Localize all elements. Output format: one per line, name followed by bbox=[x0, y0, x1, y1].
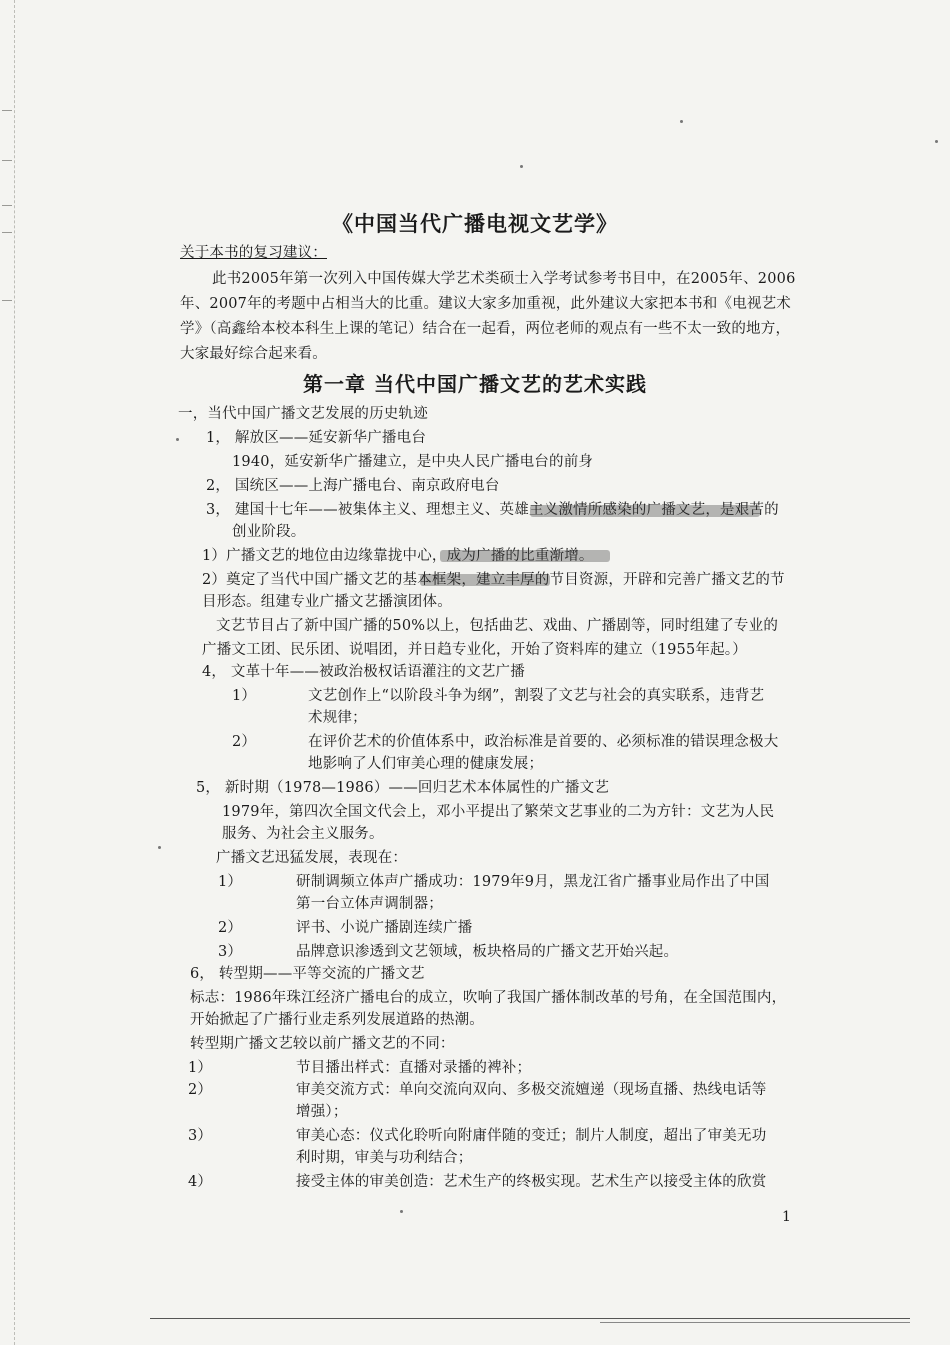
scan-speck bbox=[158, 846, 161, 849]
body-line: 2）奠定了当代中国广播文艺的基本框架，建立丰厚的节目资源，开辟和完善广播文艺的节 bbox=[202, 572, 785, 588]
scan-mark bbox=[2, 300, 12, 301]
list-item: 2， 国统区——上海广播电台、南京政府电台 bbox=[206, 478, 500, 494]
list-item: 4， 文革十年——被政治极权话语灌注的文艺广播 bbox=[202, 664, 525, 680]
body-line: 文艺创作上“以阶段斗争为纲”，割裂了文艺与社会的真实联系，违背艺 bbox=[308, 688, 765, 704]
list-item: 5， 新时期（1978—1986）——回归艺术本体属性的广播文艺 bbox=[196, 780, 610, 796]
body-line: 开始掀起了广播行业走系列发展道路的热潮。 bbox=[190, 1012, 484, 1028]
scan-smudge bbox=[420, 574, 550, 586]
scan-smudge bbox=[440, 550, 610, 562]
body-line: 1）广播文艺的地位由边缘靠拢中心，成为广播的比重渐增。 bbox=[202, 548, 594, 564]
scan-speck bbox=[935, 140, 938, 143]
sub-item-number: 2） bbox=[218, 920, 243, 936]
intro-line: 年、2007年的考题中占相当大的比重。建议大家多加重视，此外建议大家把本书和《电视艺术 bbox=[180, 296, 791, 312]
list-item: 6， 转型期——平等交流的广播文艺 bbox=[190, 966, 425, 982]
body-line: 第一台立体声调制器； bbox=[296, 896, 443, 912]
sub-item-number: 2） bbox=[232, 734, 257, 750]
document-title: 《中国当代广播电视文艺学》 bbox=[332, 211, 618, 236]
sub-item-number: 3） bbox=[188, 1128, 213, 1144]
scan-smudge bbox=[530, 505, 760, 517]
body-line: 利时期，审美与功利结合； bbox=[296, 1150, 473, 1166]
body-line: 接受主体的审美创造：艺术生产的终极实现。艺术生产以接受主体的欣赏 bbox=[296, 1174, 767, 1190]
bottom-rule bbox=[600, 1322, 910, 1323]
sub-item-number: 3） bbox=[218, 944, 243, 960]
list-item: 1， 解放区——延安新华广播电台 bbox=[206, 430, 427, 446]
sub-item-number: 4） bbox=[188, 1174, 213, 1190]
list-item: 3， 建国十七年——被集体主义、理想主义、英雄主义激情所感染的广播文艺，是艰苦的 bbox=[206, 502, 779, 518]
body-line: 节目播出样式：直播对录播的裨补； bbox=[296, 1060, 532, 1076]
page-number: 1 bbox=[782, 1209, 791, 1225]
body-line: 术规律； bbox=[308, 710, 367, 726]
intro-line: 大家最好综合起来看。 bbox=[180, 346, 327, 362]
scan-speck bbox=[520, 165, 523, 168]
body-line: 1940，延安新华广播建立，是中央人民广播电台的前身 bbox=[232, 454, 594, 470]
section-heading: 一，当代中国广播文艺发展的历史轨迹 bbox=[178, 406, 428, 422]
body-line: 在评价艺术的价值体系中，政治标准是首要的、必须标准的错误理念极大 bbox=[308, 734, 779, 750]
sub-item-number: 1） bbox=[218, 874, 243, 890]
body-line: 地影响了人们审美心理的健康发展； bbox=[308, 756, 544, 772]
body-line: 研制调频立体声广播成功：1979年9月，黑龙江省广播事业局作出了中国 bbox=[296, 874, 770, 890]
chapter-title: 第一章 当代中国广播文艺的艺术实践 bbox=[303, 372, 647, 396]
body-line: 服务、为社会主义服务。 bbox=[222, 826, 384, 842]
body-line: 品牌意识渗透到文艺领域，板块格局的广播文艺开始兴起。 bbox=[296, 944, 679, 960]
body-line: 1979年，第四次全国文代会上，邓小平提出了繁荣文艺事业的二为方针：文艺为人民 bbox=[222, 804, 775, 820]
body-line: 目形态。组建专业广播文艺播演团体。 bbox=[202, 594, 452, 610]
scan-speck bbox=[400, 1210, 403, 1213]
scan-mark bbox=[2, 160, 12, 161]
scan-mark bbox=[2, 110, 12, 111]
sub-item-number: 2） bbox=[188, 1082, 213, 1098]
sub-item-number: 1） bbox=[188, 1060, 213, 1076]
body-line: 创业阶段。 bbox=[232, 524, 306, 540]
intro-line: 学》（高鑫给本校本科生上课的笔记）结合在一起看，两位老师的观点有一些不太一致的地方， bbox=[180, 321, 791, 337]
intro-line: 此书2005年第一次列入中国传媒大学艺术类硕士入学考试参考书目中，在2005年、2006 bbox=[212, 271, 796, 287]
body-line: 广播文工团、民乐团、说唱团，并日趋专业化，开始了资料库的建立（1955年起。） bbox=[202, 642, 747, 658]
body-line: 增强）； bbox=[296, 1104, 348, 1120]
body-line: 广播文艺迅猛发展，表现在： bbox=[216, 850, 408, 866]
review-heading: 关于本书的复习建议： bbox=[180, 245, 327, 261]
body-line: 审美心态：仪式化聆听向附庸伴随的变迁；制片人制度，超出了审美无功 bbox=[296, 1128, 767, 1144]
body-line: 文艺节目占了新中国广播的50%以上，包括曲艺、戏曲、广播剧等，同时组建了专业的 bbox=[216, 618, 779, 634]
scan-speck bbox=[680, 120, 683, 123]
scan-speck bbox=[176, 438, 179, 441]
body-line: 评书、小说广播剧连续广播 bbox=[296, 920, 473, 936]
scan-mark bbox=[2, 205, 12, 206]
scan-binding-edge bbox=[0, 0, 15, 1345]
body-line: 审美交流方式：单向交流向双向、多极交流嬗递（现场直播、热线电话等 bbox=[296, 1082, 767, 1098]
body-line: 标志：1986年珠江经济广播电台的成立，吹响了我国广播体制改革的号角，在全国范围内， bbox=[190, 990, 787, 1006]
bottom-rule bbox=[150, 1318, 910, 1319]
sub-item-number: 1） bbox=[232, 688, 257, 704]
body-line: 转型期广播文艺较以前广播文艺的不同： bbox=[190, 1036, 455, 1052]
